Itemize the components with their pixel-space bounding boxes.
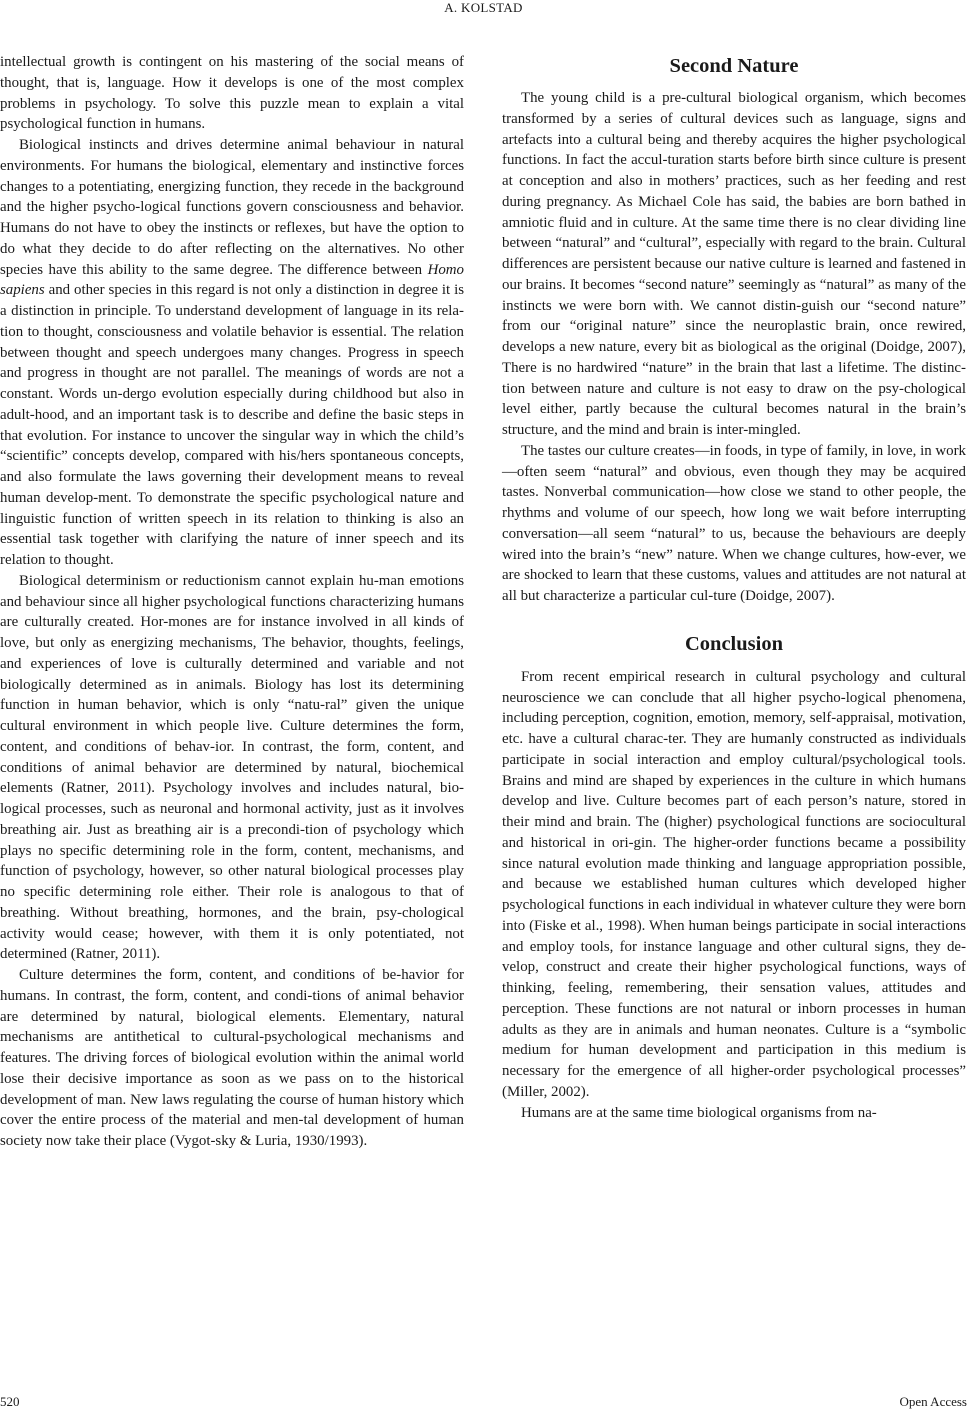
paragraph: intellectual growth is contingent on his mastering of the social means of thought, that is, language. How it develops is one of the most complex problems in psychology. To solve this puzzle mean to explain a vital psychological function in humans. (0, 54, 464, 133)
italic-term: Homo sapiens (0, 261, 464, 299)
paragraph: The young child is a pre-cultural biological organism, which becomes transformed by a series of cultural devices such as language, signs and artefacts into a cultural being and thereby acquires the higher psychological functions. In fact the accul-turation starts before birth since culture is present at conception and also in mothers’ practices, such as her feeding and rest during pregnancy. As Michael Cole has said, the babies are born bathed in amniotic fluid and in culture. At the same time there is no clear dividing line between “natural” and “cultural”, especially with regard to the brain. Cultural differences are persistent because our native culture is learned and fastened in our brains. It becomes “second nature” seemingly as “natural” as many of the instincts we were born with. We cannot distin-guish our “second nature” from our “original nature” since the neuroplastic brain, once rewired, develops a new nature, every bit as biological as the original (Doidge, 2007), There is no hardwired “nature” in the brain that last a lifetime. The distinc-tion between nature and culture is not easy to draw on the psy-chological level either, partly because the cultural becomes natural in the brain’s structure, and the mind and brain is inter-mingled. (502, 90, 966, 438)
paragraph: Biological determinism or reductionism cannot explain hu-man emotions and behaviour since all higher psychological functions characterizing humans are culturally created. Hor-mones are for instance involved in all kinds of love, but only as energizing mechanisms, The behavior, thoughts, feelings, and experiences of love is culturally determined and variable and not biologically determined as in animals. Biology has lost its determining function in human behavior, which is only “natu-ral” given the unique cultural environment in which people live. Culture determines the form, content, and conditions of behav-ior. In contrast, the form, content, and conditions of animal behavior are determined by natural, biochemical elements (Ratner, 2011). Psychology involves and includes natural, bio-logical processes, such as neuronal and hormonal activity, just as it involves breathing air. Just as breathing air is a precondi-tion of psychology which plays no specific determining role in the form, content, mechanisms, and function of psychology, however, so other natural biological processes play no specific determining role either. Their role is analogous to that of breathing. Without breathing, hormones, and the brain, psy-chological activity would cease; however, with them it is only potentiated, not determined (Ratner, 2011). (0, 572, 464, 963)
section-heading: Conclusion (685, 632, 783, 655)
paragraph-text: Biological instincts and drives determine animal behaviour in natural environments. For humans the biological, elementary and instinctive forces changes to a potentiating, energizing function, they recede in the background and the higher psycho-logical functions govern consciousness and behavior. Humans do not have to obey the instincts or reflexes, but have the option to do what they decide to do after reflecting on the alternatives. No other species have this ability to the same degree. The difference between (0, 137, 464, 278)
footer-label: Open Access (899, 1394, 967, 1409)
left-column (0, 52, 464, 1152)
paragraph: The tastes our culture creates—in foods, in type of family, in love, in work—often seem “natural” and obvious, even though they may be acquired tastes. Nonverbal communication—how close we stand to other people, the rhythms and volume of our speech, how long we wait before interrupting conversation—all seem “natural” to us, because the behaviours are deeply wired into the brain’s “new” nature. When we change cultures, how-ever, we are shocked to learn that these customs, values and attitudes are not natural at all but characterize a particular cul-ture (Doidge, 2007). (502, 442, 966, 604)
paragraph: Humans are at the same time biological organisms from na- (521, 1104, 877, 1121)
running-head: A. KOLSTAD (444, 0, 523, 15)
paragraph: From recent empirical research in cultural psychology and cultural neuroscience we can conclude that all higher psycho-logical phenomena, including perception, cognition, emotion, memory, self-appraisal, motivation, etc. have a cultural charac-ter. They are humanly constructed as individuals participate in social interaction and employ cultural/psychological tools. Brains and mind are shaped by experiences in the culture in which humans develop and live. Culture becomes part of each person’s nature, stored in their mind and brain. The (higher) psychological functions are sociocultural and historical in ori-gin. The higher-order functions became a possibility since natural evolution made thinking and language appropriation possible, and because we established human cultures which developed higher psychological functions in each individual in whatever culture they were born into (Fiske et al., 1998). When human beings participate in social interactions and employ tools, for instance language and other cultural signs, they de-velop, construct and create their higher psychological functions, ways of thinking, feeling, remembering, their sensation values, attitudes and perception. These functions are not natural or inborn processes in human adults as they are in animals and human neonates. Culture is a “symbolic medium for human development and participation in this medium is necessary for the emergence of all higher-order psychological processes” (Miller, 2002). (502, 668, 966, 1100)
page-number: 520 (0, 1394, 20, 1409)
paragraph: Culture determines the form, content, and conditions of be-havior for humans. In contrast, the form, content, and condi-tions of animal behavior are determined by natural, biological elements. Elementary, natural mechanisms are antithetical to cultural-psychological mechanisms and features. The driving forces of biological evolution within the animal world lose their decisive importance as soon as we pass on to the historical development of man. New laws regulating the course of human history which cover the entire process of the material and men-tal development of human society now take their place (Vygot-sky & Luria, 1930/1993). (0, 967, 464, 1149)
right-column (502, 52, 966, 1123)
section-heading: Second Nature (669, 55, 799, 77)
paragraph-text: and other species in this regard is not only a distinction in degree it is a distinction in principle. To understand development of language in its rela-tion to thought, consciousness and volatile behavior is essential. The relation between thought and speech undergoes many changes. Progress in speech and progress in thought are not parallel. The meanings of words are not a constant. Words un-dergo evolution especially during childhood but also in adult-hood, and an important task is to describe and define the basic steps in that evolution. For instance to uncover the singular way in which the child’s “scientific” concepts develop, compared with his/hers spontaneous concepts, and also formulate the laws governing their development means to reveal human develop-ment. To demonstrate the specific psychological nature and linguistic function of written speech in its relation to thinking is also an essential task together with clarifying the nature of inner speech and its relation to thought. (0, 282, 464, 568)
paragraph (0, 135, 464, 571)
